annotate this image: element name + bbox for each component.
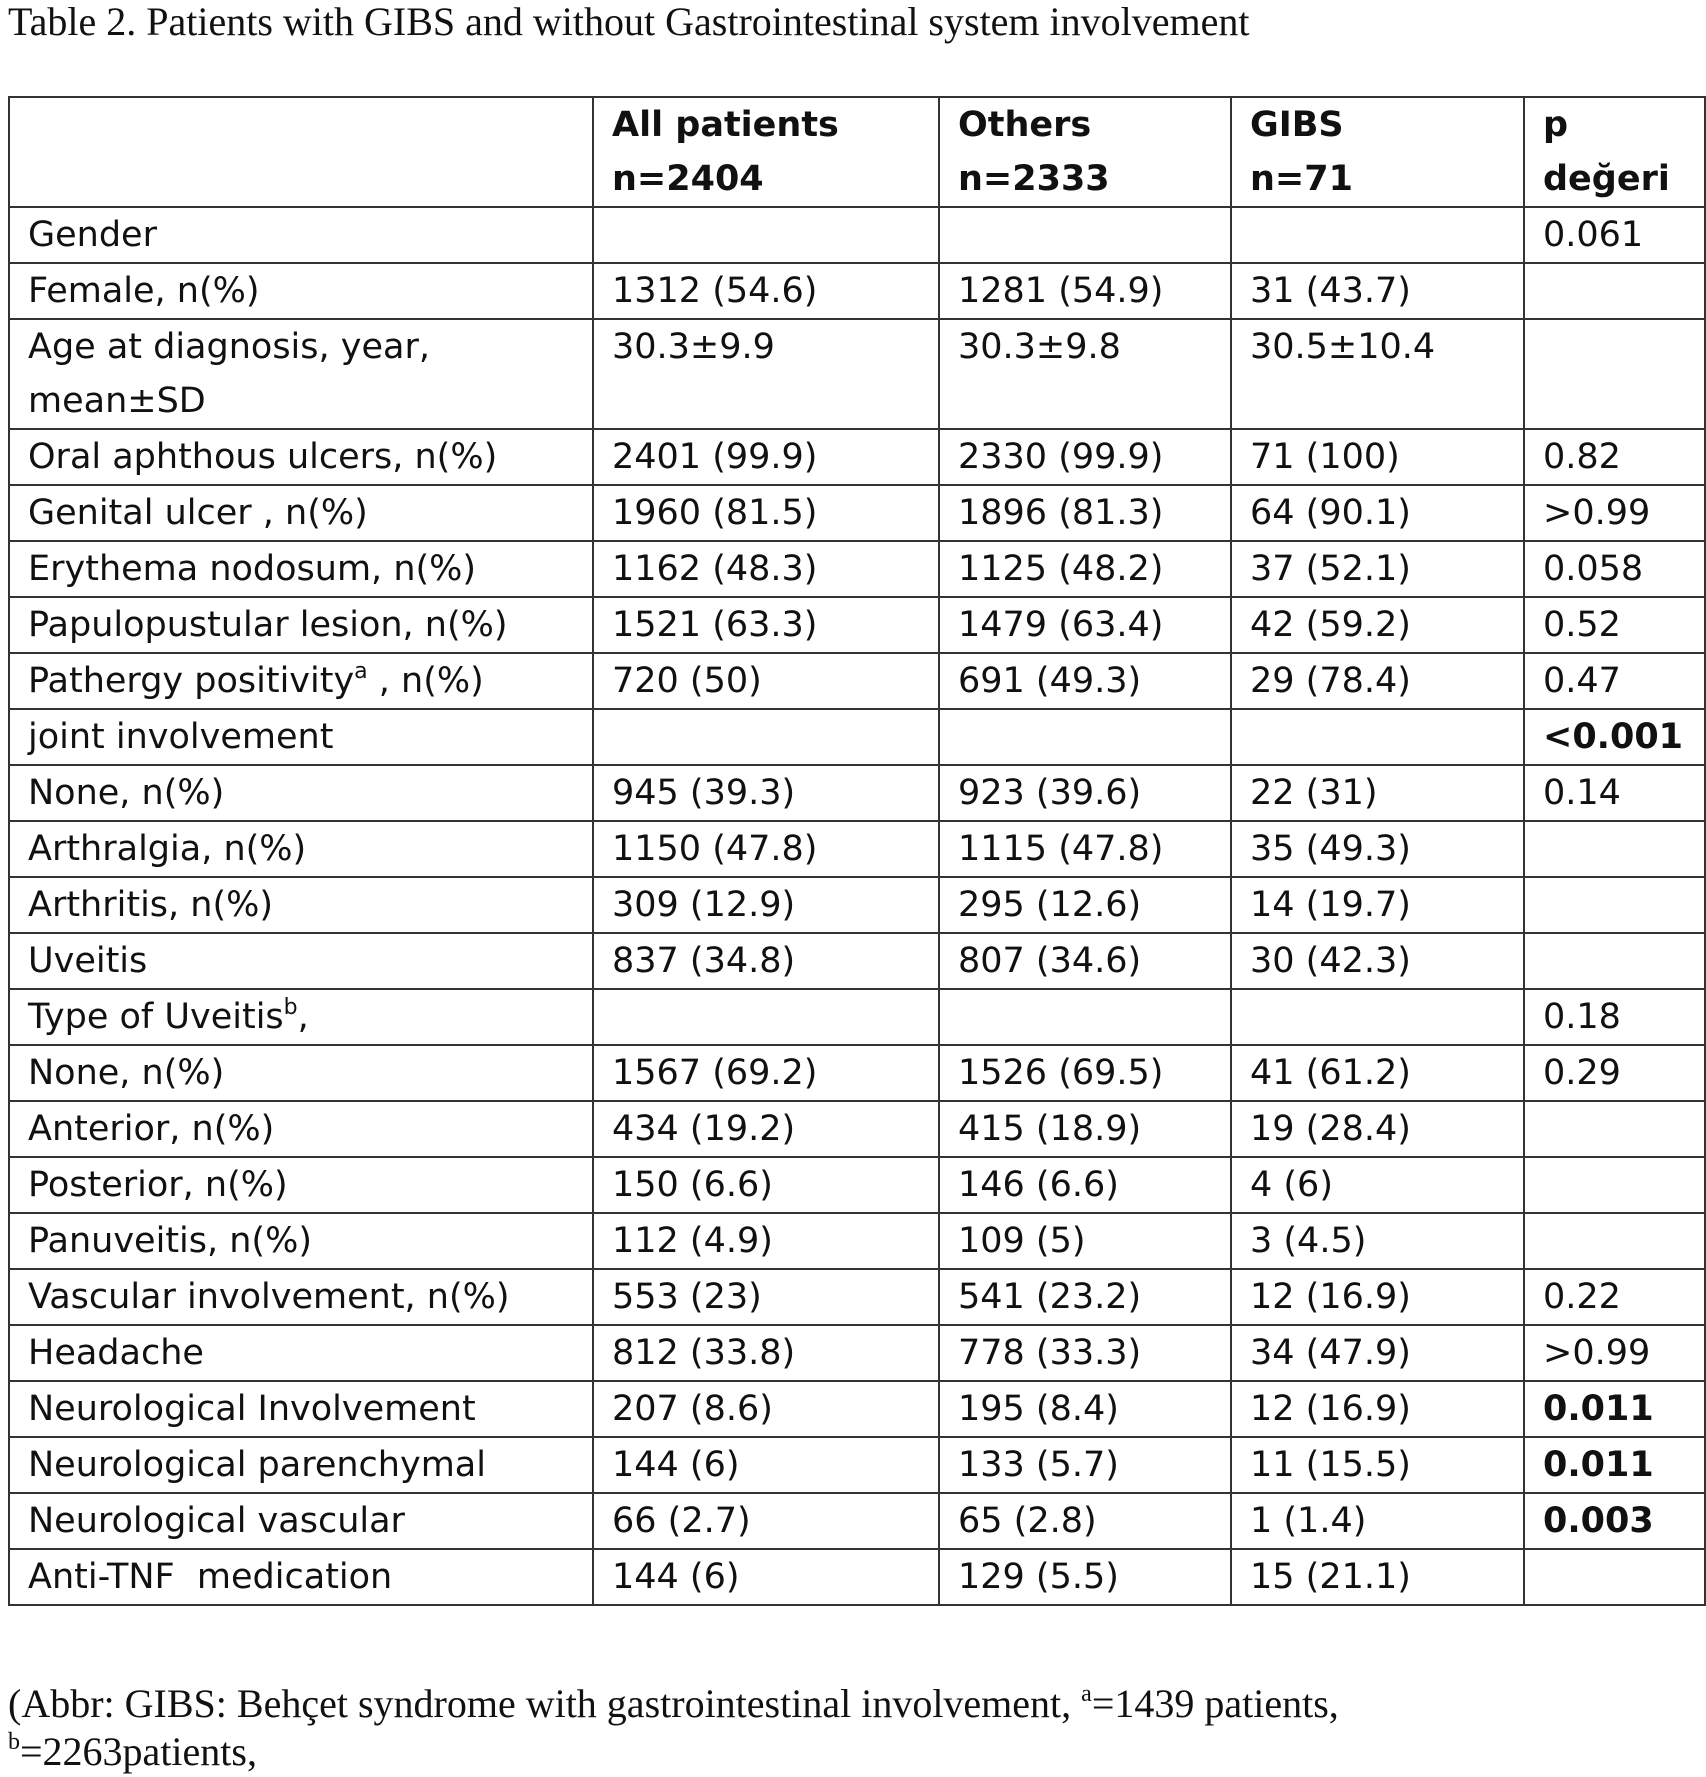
table-row [9, 319, 1705, 429]
cell-others: 1479 (63.4) [939, 597, 1231, 653]
cell-all: 1521 (63.3) [593, 597, 939, 653]
table-row [9, 821, 1705, 877]
cell-others: 541 (23.2) [939, 1269, 1231, 1325]
cell-others: 1125 (48.2) [939, 541, 1231, 597]
row-label: Arthritis, n(%) [9, 877, 593, 933]
table-row [9, 1045, 1705, 1101]
cell-all: 144 (6) [593, 1437, 939, 1493]
table-row [9, 1269, 1705, 1325]
row-label-tail: , n(%) [367, 661, 484, 701]
cell-all: 720 (50) [593, 653, 939, 709]
row-label: Erythema nodosum, n(%) [9, 541, 593, 597]
cell-p: 0.29 [1524, 1045, 1705, 1101]
cell-all: 2401 (99.9) [593, 429, 939, 485]
cell-gibs: 64 (90.1) [1231, 485, 1524, 541]
cell-all: 812 (33.8) [593, 1325, 939, 1381]
cell-p [1524, 319, 1705, 429]
table-footnote [8, 1680, 1339, 1776]
cell-others: 295 (12.6) [939, 877, 1231, 933]
header-others-n: n=2333 [958, 159, 1110, 199]
cell-all: 309 (12.9) [593, 877, 939, 933]
cell-all: 66 (2.7) [593, 1493, 939, 1549]
row-label: Neurological parenchymal [9, 1437, 593, 1493]
row-label: Anti-TNF medication [9, 1549, 593, 1605]
cell-others: 195 (8.4) [939, 1381, 1231, 1437]
row-label [9, 319, 593, 429]
row-label: Uveitis [9, 933, 593, 989]
cell-others: 415 (18.9) [939, 1101, 1231, 1157]
cell-gibs: 3 (4.5) [1231, 1213, 1524, 1269]
cell-others [939, 207, 1231, 263]
table-row [9, 1101, 1705, 1157]
table-row [9, 541, 1705, 597]
header-blank [9, 97, 593, 207]
table-row [9, 1157, 1705, 1213]
table-row [9, 1213, 1705, 1269]
cell-gibs: 71 (100) [1231, 429, 1524, 485]
header-gibs-label: GIBS [1250, 105, 1344, 145]
cell-all [593, 709, 939, 765]
header-all-label: All patients [612, 105, 839, 145]
cell-gibs [1231, 989, 1524, 1045]
cell-others: 2330 (99.9) [939, 429, 1231, 485]
cell-all: 144 (6) [593, 1549, 939, 1605]
cell-all: 1960 (81.5) [593, 485, 939, 541]
cell-all: 434 (19.2) [593, 1101, 939, 1157]
row-label-text: Type of Uveitis [28, 997, 284, 1037]
row-label: Genital ulcer , n(%) [9, 485, 593, 541]
cell-p [1524, 1101, 1705, 1157]
table-row [9, 1549, 1705, 1605]
cell-all: 945 (39.3) [593, 765, 939, 821]
footnote-marker-b: b [283, 995, 298, 1020]
cell-p: 0.82 [1524, 429, 1705, 485]
row-label: None, n(%) [9, 1045, 593, 1101]
cell-gibs: 19 (28.4) [1231, 1101, 1524, 1157]
table-row [9, 485, 1705, 541]
cell-others: 30.3±9.8 [939, 319, 1231, 429]
cell-all: 30.3±9.9 [593, 319, 939, 429]
cell-all: 1150 (47.8) [593, 821, 939, 877]
table-row [9, 709, 1705, 765]
row-label-line2: mean±SD [28, 381, 206, 421]
cell-others [939, 709, 1231, 765]
cell-gibs: 11 (15.5) [1231, 1437, 1524, 1493]
cell-gibs: 34 (47.9) [1231, 1325, 1524, 1381]
cell-gibs: 42 (59.2) [1231, 597, 1524, 653]
row-label: joint involvement [9, 709, 593, 765]
cell-p [1524, 821, 1705, 877]
header-others [939, 97, 1231, 207]
table-row [9, 933, 1705, 989]
table-row [9, 1381, 1705, 1437]
header-gibs [1231, 97, 1524, 207]
cell-others: 1115 (47.8) [939, 821, 1231, 877]
cell-gibs: 15 (21.1) [1231, 1549, 1524, 1605]
cell-others: 1896 (81.3) [939, 485, 1231, 541]
cell-others: 923 (39.6) [939, 765, 1231, 821]
cell-all: 1567 (69.2) [593, 1045, 939, 1101]
cell-p: 0.47 [1524, 653, 1705, 709]
cell-p [1524, 877, 1705, 933]
row-label: Posterior, n(%) [9, 1157, 593, 1213]
cell-all: 112 (4.9) [593, 1213, 939, 1269]
cell-all: 1312 (54.6) [593, 263, 939, 319]
row-label: Neurological Involvement [9, 1381, 593, 1437]
row-label: Vascular involvement, n(%) [9, 1269, 593, 1325]
cell-all: 837 (34.8) [593, 933, 939, 989]
cell-gibs: 4 (6) [1231, 1157, 1524, 1213]
row-label: Oral aphthous ulcers, n(%) [9, 429, 593, 485]
row-label: Arthralgia, n(%) [9, 821, 593, 877]
cell-p: >0.99 [1524, 485, 1705, 541]
cell-gibs: 22 (31) [1231, 765, 1524, 821]
cell-p [1524, 933, 1705, 989]
row-label: Female, n(%) [9, 263, 593, 319]
cell-others: 691 (49.3) [939, 653, 1231, 709]
cell-p [1524, 1213, 1705, 1269]
cell-p: >0.99 [1524, 1325, 1705, 1381]
cell-others: 1526 (69.5) [939, 1045, 1231, 1101]
table-header-row [9, 97, 1705, 207]
cell-p: 0.061 [1524, 207, 1705, 263]
cell-p: 0.058 [1524, 541, 1705, 597]
table-row [9, 263, 1705, 319]
cell-p [1524, 263, 1705, 319]
cell-gibs: 30.5±10.4 [1231, 319, 1524, 429]
row-label [9, 989, 593, 1045]
cell-all: 553 (23) [593, 1269, 939, 1325]
footnote-sup-a: a [1081, 1681, 1092, 1707]
cell-p: 0.14 [1524, 765, 1705, 821]
header-p-label-2: değeri [1543, 159, 1670, 199]
table-row [9, 207, 1705, 263]
table-row [9, 597, 1705, 653]
row-label: None, n(%) [9, 765, 593, 821]
table-row [9, 653, 1705, 709]
cell-others [939, 989, 1231, 1045]
cell-p: 0.18 [1524, 989, 1705, 1045]
cell-others: 133 (5.7) [939, 1437, 1231, 1493]
footnote-abbr: (Abbr: GIBS: Behçet syndrome with gastrointestinal involvement, [8, 1681, 1082, 1726]
cell-gibs [1231, 207, 1524, 263]
row-label: Papulopustular lesion, n(%) [9, 597, 593, 653]
cell-gibs: 12 (16.9) [1231, 1381, 1524, 1437]
footnote-marker-a: a [354, 659, 368, 684]
header-others-label: Others [958, 105, 1092, 145]
row-label: Gender [9, 207, 593, 263]
table-row [9, 1325, 1705, 1381]
table-row [9, 1493, 1705, 1549]
cell-gibs: 30 (42.3) [1231, 933, 1524, 989]
cell-others: 129 (5.5) [939, 1549, 1231, 1605]
row-label-text: Pathergy positivity [28, 661, 355, 701]
cell-gibs: 14 (19.7) [1231, 877, 1524, 933]
header-p-value [1524, 97, 1705, 207]
cell-p: <0.001 [1524, 709, 1705, 765]
cell-gibs: 37 (52.1) [1231, 541, 1524, 597]
table-row [9, 989, 1705, 1045]
cell-p: 0.52 [1524, 597, 1705, 653]
cell-all: 150 (6.6) [593, 1157, 939, 1213]
row-label-line1: Age at diagnosis, year, [28, 327, 430, 367]
cell-all [593, 207, 939, 263]
table-caption: Table 2. Patients with GIBS and without Gastrointestinal system involvement [8, 0, 1250, 44]
cell-p: 0.011 [1524, 1437, 1705, 1493]
footnote-sup-b: b [8, 1729, 20, 1755]
row-label: Headache [9, 1325, 593, 1381]
table-row [9, 877, 1705, 933]
header-gibs-n: n=71 [1250, 159, 1353, 199]
cell-all [593, 989, 939, 1045]
cell-gibs: 12 (16.9) [1231, 1269, 1524, 1325]
cell-others: 146 (6.6) [939, 1157, 1231, 1213]
row-label: Anterior, n(%) [9, 1101, 593, 1157]
cell-others: 807 (34.6) [939, 933, 1231, 989]
table-row [9, 429, 1705, 485]
cell-others: 778 (33.3) [939, 1325, 1231, 1381]
header-all-patients [593, 97, 939, 207]
cell-others: 65 (2.8) [939, 1493, 1231, 1549]
cell-p [1524, 1157, 1705, 1213]
footnote-b-text: =2263patients, [20, 1729, 257, 1774]
table-row [9, 765, 1705, 821]
results-table [8, 96, 1706, 1606]
cell-p [1524, 1549, 1705, 1605]
cell-gibs [1231, 709, 1524, 765]
header-p-label: p [1543, 105, 1569, 145]
table-row [9, 1437, 1705, 1493]
header-all-n: n=2404 [612, 159, 764, 199]
footnote-a-text: =1439 patients, [1091, 1681, 1339, 1726]
cell-p: 0.011 [1524, 1381, 1705, 1437]
cell-gibs: 31 (43.7) [1231, 263, 1524, 319]
cell-gibs: 35 (49.3) [1231, 821, 1524, 877]
row-label: Panuveitis, n(%) [9, 1213, 593, 1269]
cell-gibs: 41 (61.2) [1231, 1045, 1524, 1101]
cell-all: 207 (8.6) [593, 1381, 939, 1437]
row-label [9, 653, 593, 709]
row-label: Neurological vascular [9, 1493, 593, 1549]
cell-gibs: 29 (78.4) [1231, 653, 1524, 709]
cell-gibs: 1 (1.4) [1231, 1493, 1524, 1549]
cell-p: 0.003 [1524, 1493, 1705, 1549]
cell-others: 1281 (54.9) [939, 263, 1231, 319]
cell-p: 0.22 [1524, 1269, 1705, 1325]
row-label-tail: , [297, 997, 309, 1037]
cell-all: 1162 (48.3) [593, 541, 939, 597]
cell-others: 109 (5) [939, 1213, 1231, 1269]
